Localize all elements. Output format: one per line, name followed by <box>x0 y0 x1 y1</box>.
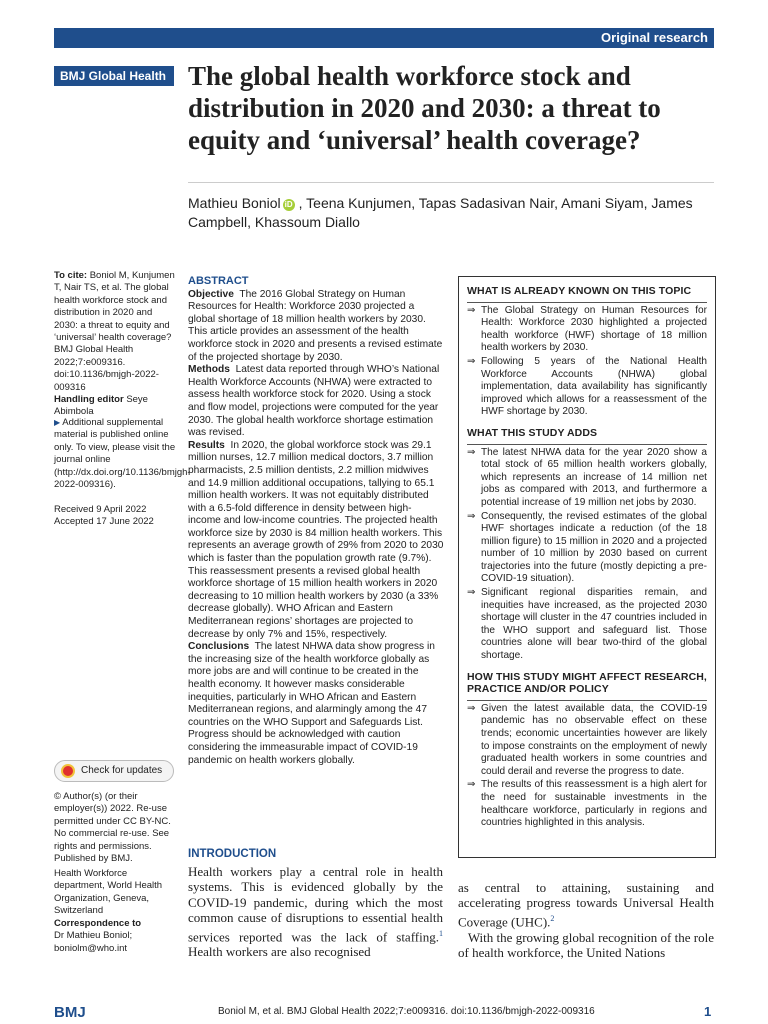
key-messages-box <box>458 276 716 858</box>
list-item: ⇒ Given the latest available data, the COVID-19 pandemic has no observable effect on these trends; economic uncertainties however are likely to impose constraints on the employment of newly graduated health workers in some countries and could derail and reverse the progress to date. <box>467 702 707 777</box>
correspondence-text[interactable]: Dr Mathieu Boniol; boniolm@who.int <box>54 930 133 954</box>
bmj-logo: BMJ <box>54 1004 86 1021</box>
received-date: Received 9 April 2022 <box>54 504 147 515</box>
adds-heading: WHAT THIS STUDY ADDS <box>467 426 598 439</box>
affect-list <box>467 703 707 830</box>
title-divider <box>188 182 714 183</box>
handling-label: Handling editor <box>54 394 124 405</box>
handling-editor <box>54 394 178 419</box>
page-number: 1 <box>704 1004 712 1019</box>
abstract-heading: ABSTRACT <box>188 275 249 287</box>
article-title: The global health workforce stock and distribution in 2020 and 2030: a threat to equity and ‘universal’ health coverage? <box>188 61 661 155</box>
box-divider <box>467 444 707 445</box>
section-banner <box>54 28 714 48</box>
orcid-icon[interactable]: iD <box>284 200 293 209</box>
introduction-paragraph: Health workers play a central role in health systems. This is evidenced globally by the COVID-19 pandemic, during which the most common cause of disruptions to essential health services reported was the lack of staffing.$^1$ Health workers are also recognised <box>188 864 443 960</box>
reference-link[interactable]: 1 <box>439 928 443 938</box>
results-label: Results <box>188 439 225 451</box>
list-item: ⇒ The Global Strategy on Human Resources for Health: Workforce 2030 highlighted a projected health workforce (HWF) shortage of 18 million health workers by 2030. <box>467 304 707 354</box>
box-divider <box>467 700 707 701</box>
supplemental-text[interactable]: Additional supplemental material is published online only. To view, please visit the journal online (http://dx.doi.org/10.1136/bmjgh-2022-009316). <box>54 417 191 491</box>
conclusions-label: Conclusions <box>188 641 250 653</box>
handling-name: Seye Abimbola <box>54 394 148 418</box>
introduction-paragraph-continued: as central to attaining, sustaining and accelerating progress towards Universal Health Coverage (UHC).$^2$ With the growing global recognition of the role of health workforce, the United Nations <box>458 880 714 960</box>
correspondence <box>54 918 178 955</box>
abstract-conclusions <box>188 641 444 767</box>
crossmark-icon <box>61 764 75 778</box>
conclusions-text: The latest NHWA data show progress in the increasing size of the health workforce globally as more jobs are and will continue to be created in the health economy. It however masks considerable inequities, particularly in WHO African and Eastern Mediterranean regions, and alarmingly among the 47 countries on the WHO Support and Safeguards List. Progress should be acknowledged with caution considering the immeasurable impact of COVID-19 pandemic on health workers globally. <box>188 641 435 766</box>
supplemental-note <box>54 417 191 491</box>
known-list <box>467 305 707 419</box>
box-divider <box>467 302 707 303</box>
check-updates-label: Check for updates <box>81 765 163 776</box>
footer-citation: Boniol M, et al. BMJ Global Health 2022;7:e009316. doi:10.1136/bmjgh-2022-009316 <box>218 1006 595 1017</box>
citation-note <box>54 270 178 394</box>
list-item: ⇒ Following 5 years of the National Health Workforce Accounts (NHWA) global implementation, data availability has significantly improved which allows for a reassessment of the HWF shortage by 2030. <box>467 355 707 418</box>
known-heading: WHAT IS ALREADY KNOWN ON THIS TOPIC <box>467 285 692 297</box>
abstract-results <box>188 440 444 642</box>
arrow-icon: ⇒ <box>467 446 476 458</box>
first-author: Mathieu Boniol <box>188 195 281 211</box>
journal-badge: BMJ Global Health <box>54 66 174 86</box>
abstract-objective <box>188 289 444 365</box>
correspondence-label: Correspondence to <box>54 918 142 929</box>
abstract-methods <box>188 364 444 440</box>
list-item: ⇒ The results of this reassessment is a high alert for the need for sustainable investments in the healthcare workforce, particularly in regions and countries highlighted in this analysis. <box>467 779 707 829</box>
reference-link[interactable]: 2 <box>550 913 555 923</box>
objective-text: The 2016 Global Strategy on Human Resources for Health: Workforce 2030 projected a global shortage of 18 million health workers by 2030. This article provides an assessment of the health workforce stock in 2020 and presents a revised estimate of the projected shortage by 2030. <box>188 288 443 363</box>
arrow-icon: ⇒ <box>467 304 476 316</box>
triangle-icon: ▶ <box>54 418 61 427</box>
arrow-icon: ⇒ <box>467 355 476 367</box>
list-item: ⇒ Consequently, the revised estimates of the global HWF shortages indicate a reduction (of the 18 million figure) to 15 million in 2020 and a projected number of 10 million by 2030 based on current trajectories into the future (mostly depicting a pre-COVID-19 situation). <box>467 510 707 585</box>
abstract <box>188 275 444 767</box>
results-text: In 2020, the global workforce stock was 29.1 million nurses, 12.7 million medical doctors, 3.7 million pharmacists, 2.5 million dentists, 2.2 million midwives and 14.9 million additional occupations, tallying to 65.1 million health workers. It was not equitably distributed with a 6.5-fold difference in density between high-income and low-income countries. The projected health workforce size by 2030 is 84 million health workers. This represents an average growth of 29% from 2020 to 2030 which is faster than the population growth rate (9.7%). This reassessment presents a revised global health workforce shortage of 15 million health workers in 2020 decreasing to 10 million health workers by 2030 (a 33% decrease globally). WHO African and Eastern Mediterranean regions’ shortages are projected to decrease by only 7% and 15%, respectively. <box>188 439 444 640</box>
cite-label: To cite: <box>54 270 88 281</box>
affiliation: Health Workforce department, World Health Organization, Geneva, Switzerland <box>54 868 163 917</box>
author-list <box>188 194 708 232</box>
arrow-icon: ⇒ <box>467 702 476 714</box>
affect-heading: HOW THIS STUDY MIGHT AFFECT RESEARCH, PRACTICE AND/OR POLICY <box>467 670 707 696</box>
copyright-note: © Author(s) (or their employer(s)) 2022. Re-use permitted under CC BY-NC. No commercial re-use. See rights and permissions. Published by BMJ. <box>54 791 171 865</box>
accepted-date: Accepted 17 June 2022 <box>54 516 154 528</box>
introduction-heading: INTRODUCTION <box>188 848 277 860</box>
adds-list <box>467 447 707 663</box>
list-item: ⇒ The latest NHWA data for the year 2020 show a total stock of 65 million health workers globally, which represents an increase of 14 million net jobs as compared with 2013, and furthermore a potential increase of 19 million net jobs by 2030. <box>467 446 707 508</box>
section-label: Original research <box>601 30 708 45</box>
methods-text: Latest data reported through WHO’s National Health Workforce Accounts (NHWA) were extracted to assess health workforce stock for 2020. Using a stock and flow model, projections were computed for the year 2030. The global health workforce shortage estimation was revised. <box>188 364 440 439</box>
arrow-icon: ⇒ <box>467 587 476 599</box>
arrow-icon: ⇒ <box>467 779 476 791</box>
methods-label: Methods <box>188 364 230 376</box>
cite-text: Boniol M, Kunjumen T, Nair TS, et al. The global health workforce stock and distribution in 2020 and 2030: a threat to equity and ‘universal’ health coverage?BMJ Global Health 2022;7:e009316. doi:10.1136/bmjgh-2022-009316 <box>54 270 175 393</box>
arrow-icon: ⇒ <box>467 510 476 522</box>
list-item: ⇒ Significant regional disparities remain, and inequities have increased, as the projected 2030 shortage will cluster in the 47 countries included in the WHO support and safeguard list. Those countries alone will bear two-third of the global shortage. <box>467 587 707 662</box>
check-updates-button[interactable] <box>54 760 174 782</box>
article-dates <box>54 504 178 529</box>
objective-label: Objective <box>188 288 234 300</box>
other-authors: , Teena Kunjumen, Tapas Sadasivan Nair, Amani Siyam, James Campbell, Khassoum Diallo <box>188 195 693 230</box>
